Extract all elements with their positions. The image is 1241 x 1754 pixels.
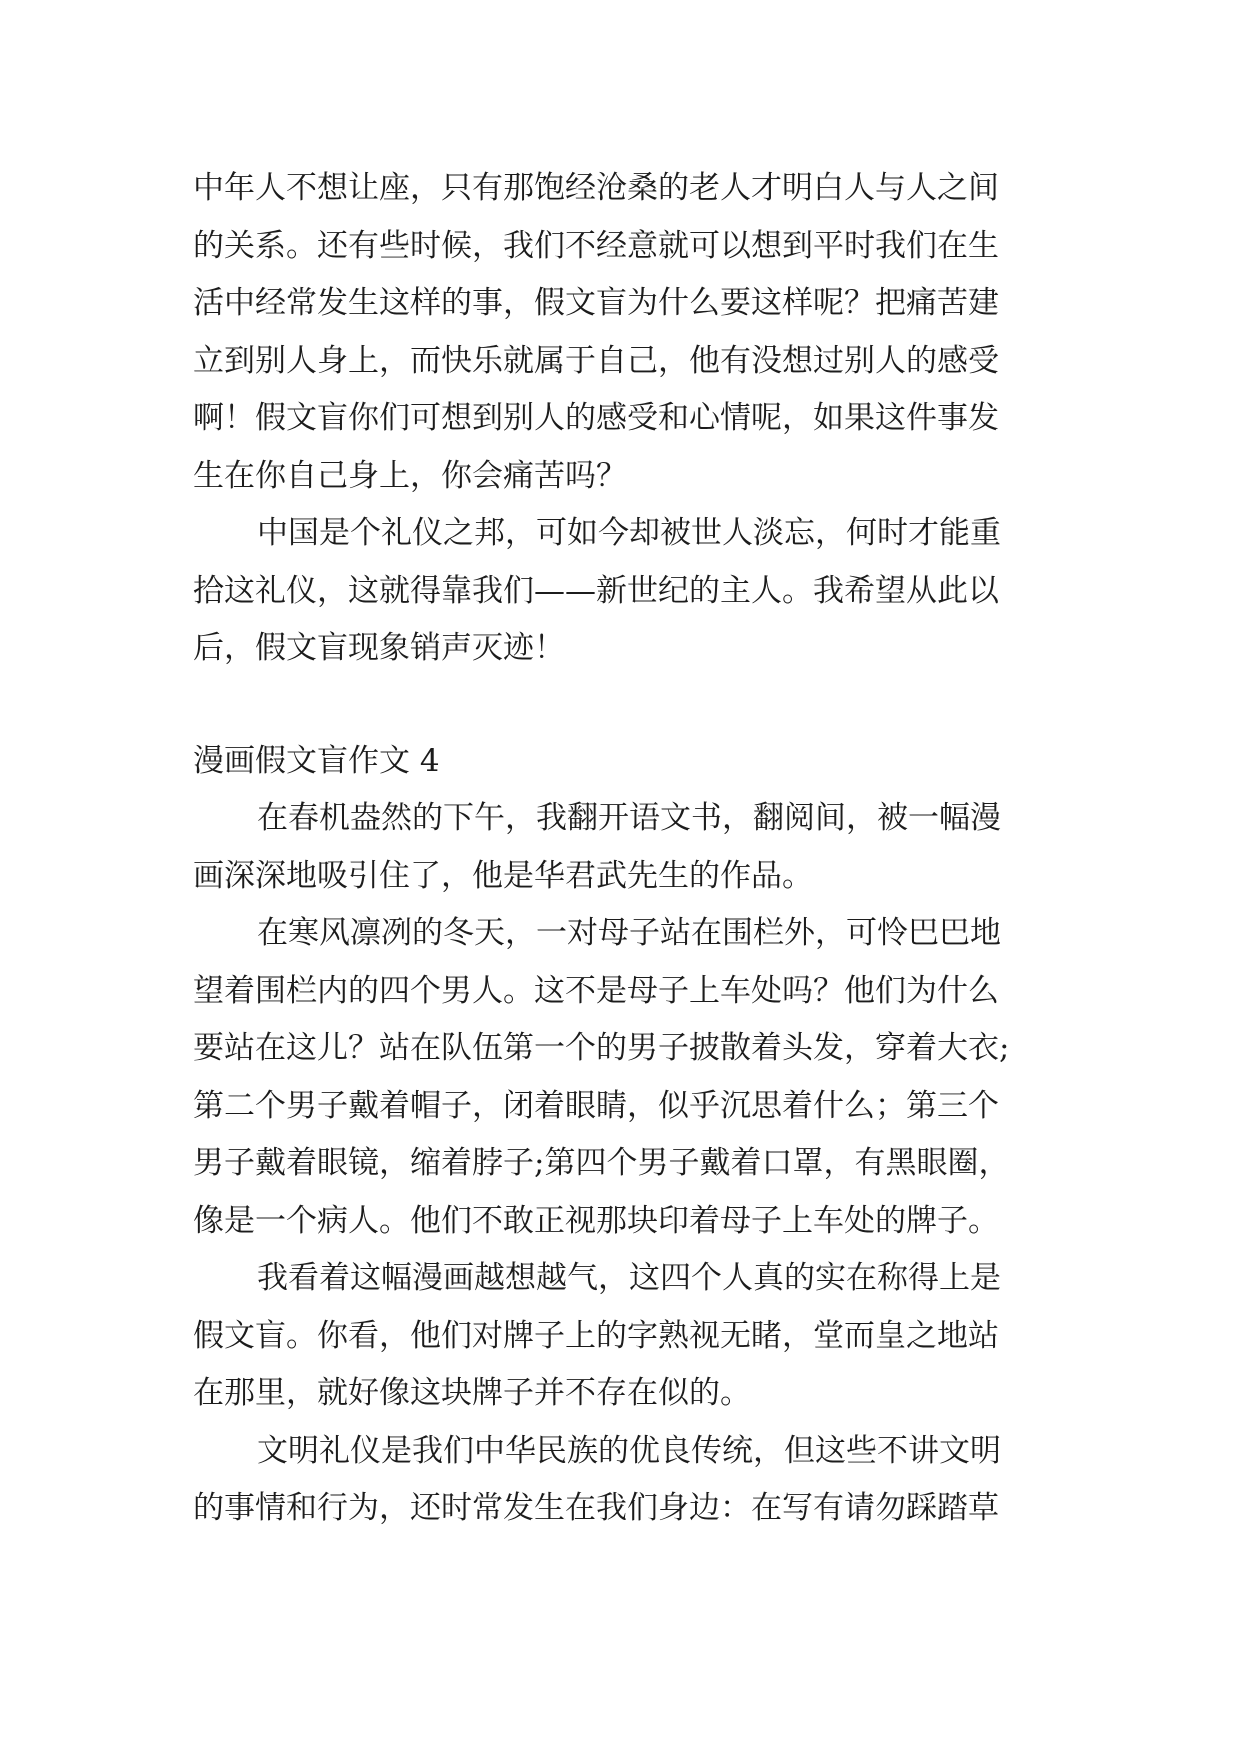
text-line: 的关系。还有些时候，我们不经意就可以想到平时我们在生 — [193, 227, 999, 264]
text-line: 在那里，就好像这块牌子并不存在似的。 — [193, 1375, 751, 1411]
text-line: 生在你自己身上，你会痛苦吗？ — [193, 457, 627, 494]
text-line: 文明礼仪是我们中华民族的优良传统，但这些不讲文明 — [257, 1432, 1001, 1469]
document-body — [193, 160, 1063, 1538]
text-line: 拾这礼仪，这就得靠我们——新世纪的主人。我希望从此以 — [193, 572, 999, 609]
text-line: 的事情和行为，还时常发生在我们身边：在写有请勿踩踏草 — [193, 1490, 999, 1526]
text-line: 中国是个礼仪之邦，可如今却被世人淡忘，何时才能重 — [257, 515, 1001, 551]
text-line: 第二个男子戴着帽子，闭着眼睛，似乎沉思着什么；第三个 — [193, 1087, 999, 1124]
text-line: 立到别人身上，而快乐就属于自己，他有没想过别人的感受 — [193, 342, 999, 379]
text-line: 男子戴着眼镜，缩着脖子;第四个男子戴着口罩，有黑眼圈， — [193, 1145, 1010, 1181]
text-line: 像是一个病人。他们不敢正视那块印着母子上车处的牌子。 — [193, 1202, 999, 1239]
text-line: 假文盲。你看，他们对牌子上的字熟视无睹，堂而皇之地站 — [193, 1317, 999, 1354]
text-line: 画深深地吸引住了，他是华君武先生的作品。 — [193, 857, 813, 894]
essay-paragraph-1 — [193, 790, 1063, 905]
closing-paragraph — [193, 505, 1063, 678]
essay-paragraph-2 — [193, 905, 1063, 1250]
section-spacer — [193, 678, 1063, 733]
text-line: 后，假文盲现象销声灭迹！ — [193, 630, 565, 666]
text-line: 我看着这幅漫画越想越气，这四个人真的实在称得上是 — [257, 1260, 1001, 1296]
essay-title: 漫画假文盲作文 4 — [193, 742, 440, 779]
essay-paragraph-3 — [193, 1250, 1063, 1423]
text-line: 在寒风凛冽的冬天，一对母子站在围栏外，可怜巴巴地 — [257, 915, 1001, 951]
essay-paragraph-4 — [193, 1423, 1063, 1538]
text-line: 要站在这儿？站在队伍第一个的男子披散着头发，穿着大衣; — [193, 1030, 1010, 1066]
text-line: 啊！假文盲你们可想到别人的感受和心情呢，如果这件事发 — [193, 400, 999, 436]
text-line: 中年人不想让座，只有那饱经沧桑的老人才明白人与人之间 — [193, 170, 999, 206]
text-line: 在春机盎然的下午，我翻开语文书，翻阅间，被一幅漫 — [257, 800, 1001, 836]
text-line: 望着围栏内的四个男人。这不是母子上车处吗？他们为什么 — [193, 972, 999, 1009]
intro-paragraph — [193, 160, 1063, 505]
text-line: 活中经常发生这样的事，假文盲为什么要这样呢？把痛苦建 — [193, 285, 999, 321]
